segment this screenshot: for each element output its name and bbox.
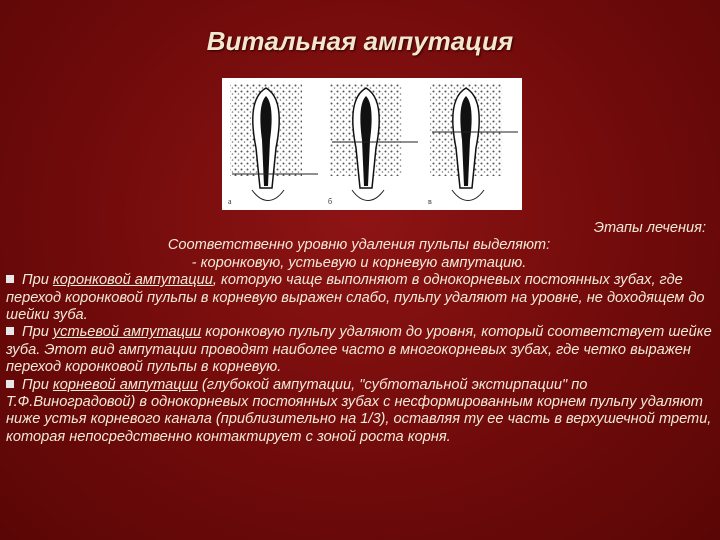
bullet-square-icon	[6, 275, 14, 283]
bullet-prefix: При	[22, 272, 53, 289]
tooth-diagram-a	[228, 84, 318, 206]
term-root-amputation: корневой ампутации	[52, 376, 198, 393]
bullet-root	[6, 377, 712, 447]
tooth-diagram-b	[328, 84, 418, 206]
figure-label-a: a	[228, 197, 232, 206]
figure-label-c: в	[428, 197, 432, 206]
bullet-square-icon	[6, 327, 14, 335]
tooth-amputation-figure	[222, 78, 522, 210]
bullet-text: , которую чаще выполняют в однокорневых постоянных зубах, где переход коронковой пульпы в корневую выражен слабо, пульпу удаляют на уровне, не доходящем до шейки зуба.	[6, 272, 705, 324]
intro-line-2: - коронковую, устьевую и корневую ампутацию.	[191, 254, 527, 271]
stages-heading: Этапы лечения:	[593, 220, 706, 236]
tooth-diagram-c	[428, 84, 518, 206]
bullet-prefix: При	[22, 376, 53, 393]
bullet-text: коронковую пульпу удаляют до уровня, который соответствует шейке зуба. Этот вид ампутации проводят наиболее часто в многокорневых зубах, где четко выражен переход коронковой пульпы в корневую.	[6, 324, 712, 376]
tooth-diagrams	[222, 78, 522, 210]
bullet-prefix: При	[22, 324, 53, 341]
bullet-square-icon	[6, 380, 14, 388]
bullet-orifice	[6, 324, 712, 376]
figure-label-b: б	[328, 197, 333, 206]
term-coronal-amputation: коронковой ампутации	[52, 272, 213, 289]
bullet-text: (глубокой ампутации, "субтотальной экстирпации" по Т.Ф.Виноградовой) в однокорневых постоянных зубах с несформированным корнем пульпу удаляют ниже устья корневого канала (приблизительно на 1/3), оставляя ту ее часть в верхушечной трети, которая непосредственно контактирует с зоной роста корня.	[6, 376, 712, 445]
bullet-coronal	[6, 272, 712, 324]
slide-title: Витальная ампутация	[206, 26, 514, 56]
intro-line-1: Соответственно уровню удаления пульпы выделяют:	[167, 237, 551, 254]
term-orifice-amputation: устьевой ампутации	[52, 324, 202, 341]
slide-body	[6, 220, 712, 446]
